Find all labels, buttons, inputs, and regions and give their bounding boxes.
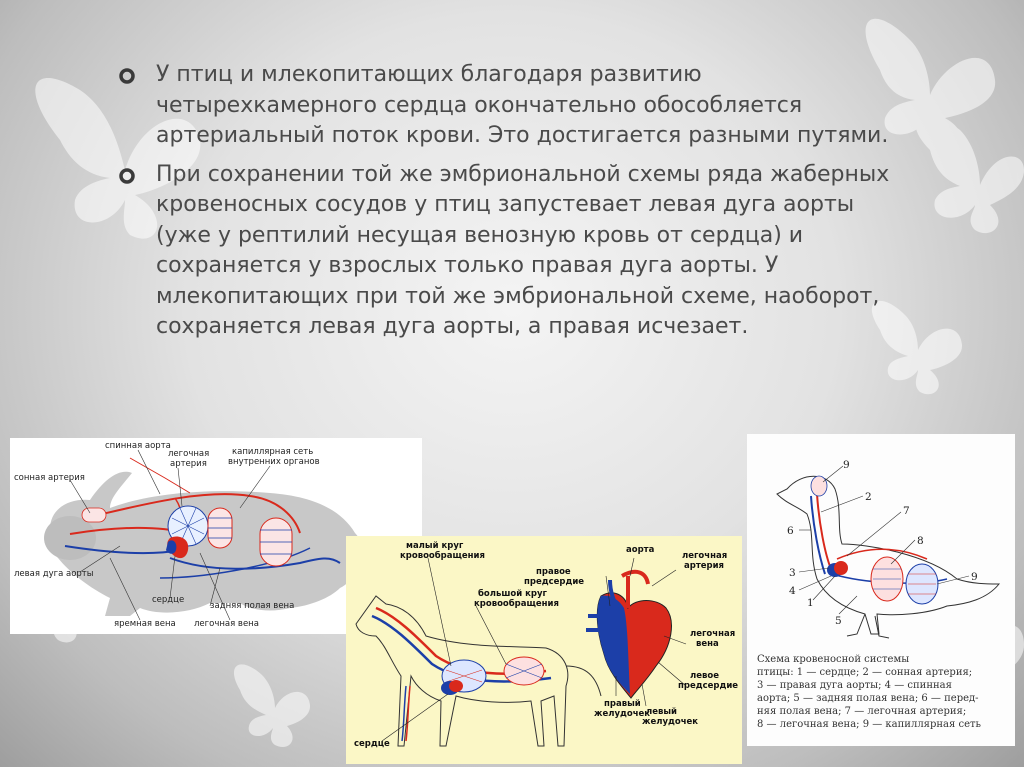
butterfly-shape	[234, 664, 310, 747]
bullet-ring-icon	[118, 167, 136, 185]
butterfly-shape	[916, 115, 1024, 233]
label-capillary-net: внутренних органов	[228, 457, 320, 467]
label-left-atrium: левое	[690, 671, 719, 681]
bullet-item	[118, 60, 898, 152]
caption-line: аорта; 5 — задняя полая вена; 6 — перед-	[757, 693, 979, 704]
label-pulmonary-vein: вена	[696, 639, 719, 649]
bullet-list	[118, 60, 898, 351]
number-label: 4	[789, 585, 796, 597]
label-left-atrium: предсердие	[678, 681, 739, 691]
label-posterior-vena-cava: задняя полая вена	[210, 601, 295, 611]
number-label: 5	[835, 615, 842, 627]
label-right-atrium: предсердие	[524, 577, 585, 587]
dog-circulation-figure	[346, 536, 742, 764]
number-label: 9	[843, 459, 850, 471]
label-spinal-aorta: спинная аорта	[105, 441, 171, 451]
label-right-atrium: правое	[536, 567, 571, 577]
caption-line: Схема кровеносной системы	[757, 654, 910, 665]
label-aorta: аорта	[626, 545, 655, 555]
label-pulmonary-artery: легочная	[682, 551, 728, 561]
label-right-ventricle: желудочек	[594, 709, 651, 719]
number-label: 9	[971, 571, 978, 583]
label-pulmonary-artery: артерия	[684, 561, 725, 571]
label-left-ventricle: желудочек	[642, 717, 699, 727]
label-small-circulation: малый круг	[406, 541, 464, 551]
label-pulmonary-vein: легочная	[690, 629, 736, 639]
bird-circulation-figure	[747, 434, 1015, 746]
label-jugular-vein: яремная вена	[114, 619, 176, 629]
label-pulmonary-vein: легочная вена	[194, 619, 259, 629]
label-heart: сердце	[354, 739, 390, 749]
label-left-ventricle: левый	[646, 707, 678, 717]
label-pulmonary-artery: легочная	[168, 449, 210, 459]
bullet-item	[118, 160, 898, 343]
label-pulmonary-artery: артерия	[170, 459, 207, 469]
label-right-ventricle: правый	[604, 699, 641, 709]
number-label: 6	[787, 525, 794, 537]
label-small-circulation: кровообращения	[400, 551, 485, 561]
dog-diagram	[346, 536, 742, 764]
label-carotid-artery: сонная артерия	[14, 473, 85, 483]
label-big-circulation: кровообращения	[474, 599, 559, 609]
label-left-aortic-arch: левая дуга аорты	[14, 569, 94, 579]
label-big-circulation: большой круг	[478, 589, 547, 599]
number-label: 7	[903, 505, 910, 517]
number-label: 8	[917, 535, 924, 547]
caption-line: 8 — легочная вена; 9 — капиллярная сеть	[757, 719, 981, 730]
number-label: 2	[865, 491, 872, 503]
label-capillary-net: капиллярная сеть	[232, 447, 314, 457]
bullet-text: При сохранении той же эмбриональной схемы ряда жаберных кровеносных сосудов у птиц запустевает левая дуга аорты (уже у рептилий несущая венозную кровь от сердца) и сохраняется у взрослых только правая дуга аорты. У млекопитающих при той же эмбриональной схеме, наоборот, сохраняется левая дуга аорты, а правая исчезает.	[156, 161, 890, 339]
caption-line: птицы: 1 — сердце; 2 — сонная артерия;	[757, 667, 973, 678]
number-label: 1	[807, 597, 814, 609]
bullet-ring-icon	[118, 67, 136, 85]
bullet-text: У птиц и млекопитающих благодаря развитию четырехкамерного сердца окончательно обособляется артериальный поток крови. Это достигается разными путями.	[156, 62, 889, 148]
bird-diagram	[747, 434, 1015, 746]
label-heart: сердце	[152, 595, 185, 605]
caption-line: 3 — правая дуга аорты; 4 — спинная	[757, 680, 952, 691]
rabbit-silhouette	[50, 472, 362, 616]
caption-line: няя полая вена; 7 — легочная артерия;	[757, 706, 967, 717]
number-label: 3	[789, 567, 796, 579]
